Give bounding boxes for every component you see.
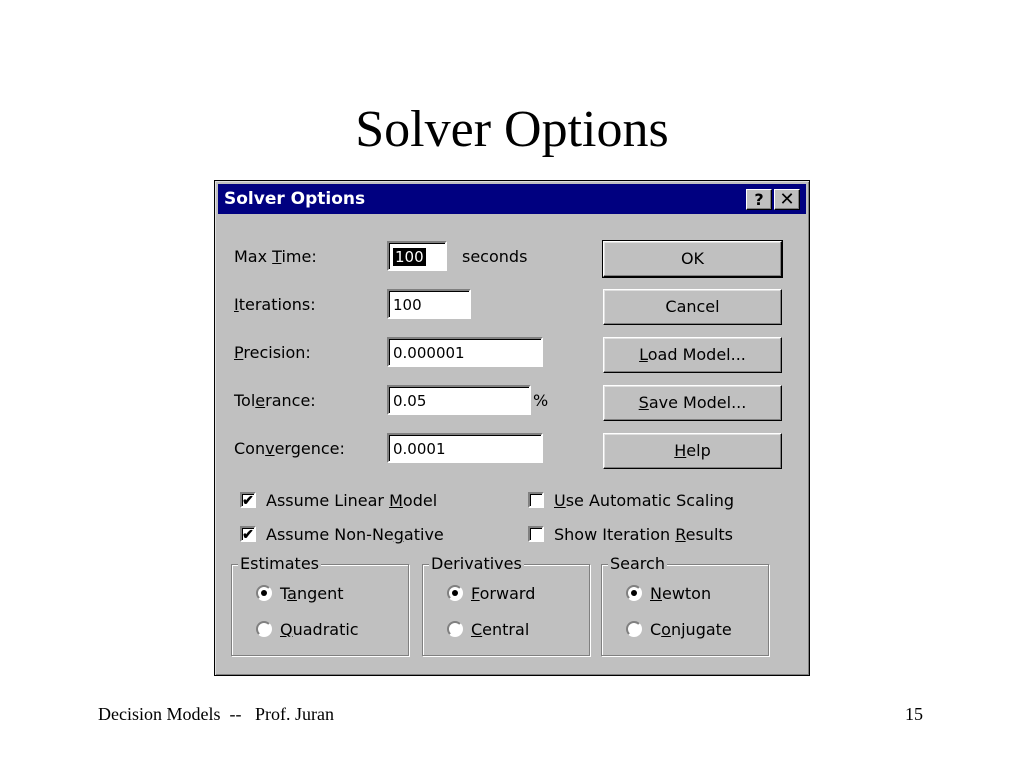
search-legend: Search xyxy=(610,554,665,573)
precision-input[interactable]: 0.000001 xyxy=(387,337,543,367)
convergence-label: Convergence: xyxy=(234,439,345,458)
footer-course: Decision Models -- Prof. Juran xyxy=(98,704,334,724)
assume-linear-model-checkbox[interactable]: ✔ xyxy=(240,492,256,508)
assume-non-negative-checkbox[interactable]: ✔ xyxy=(240,526,256,542)
estimates-group xyxy=(231,554,409,656)
estimates-legend: Estimates xyxy=(240,554,320,573)
central-radio[interactable] xyxy=(447,621,463,637)
load-model-button[interactable]: Load Model... xyxy=(603,337,782,373)
help-icon-button[interactable]: ? xyxy=(746,189,772,210)
precision-label: Precision: xyxy=(234,343,311,362)
tangent-radio[interactable] xyxy=(256,585,272,601)
assume-linear-model-label: Assume Linear Model xyxy=(266,491,438,510)
max-time-label: Max Time: xyxy=(234,247,317,266)
page-number: 15 xyxy=(905,704,923,724)
save-model-button[interactable]: Save Model... xyxy=(603,385,782,421)
iterations-label: Iterations: xyxy=(234,295,316,314)
tangent-label: Tangent xyxy=(280,584,344,603)
show-iteration-results-checkbox[interactable] xyxy=(528,526,544,542)
help-button[interactable]: Help xyxy=(603,433,782,469)
close-icon-button[interactable]: ✕ xyxy=(774,189,800,210)
search-group xyxy=(601,554,769,656)
forward-label: Forward xyxy=(471,584,536,603)
tolerance-unit: % xyxy=(533,391,549,410)
max-time-input[interactable]: 100 xyxy=(387,241,447,271)
cancel-button[interactable]: Cancel xyxy=(603,289,782,325)
newton-label: Newton xyxy=(650,584,712,603)
tolerance-input[interactable]: 0.05 xyxy=(387,385,531,415)
show-iteration-results-label: Show Iteration Results xyxy=(554,525,733,544)
radio-selected-dot xyxy=(261,590,267,596)
slide-title: Solver Options xyxy=(355,101,669,158)
max-time-unit: seconds xyxy=(462,247,528,266)
dialog-titlebar xyxy=(218,184,806,214)
radio-selected-dot xyxy=(631,590,637,596)
newton-radio[interactable] xyxy=(626,585,642,601)
central-label: Central xyxy=(471,620,530,639)
quadratic-radio[interactable] xyxy=(256,621,272,637)
ok-button[interactable]: OK xyxy=(603,241,782,277)
conjugate-radio[interactable] xyxy=(626,621,642,637)
derivatives-group xyxy=(422,554,590,656)
dialog-title: Solver Options xyxy=(224,189,366,209)
iterations-input[interactable]: 100 xyxy=(387,289,471,319)
solver-options-dialog xyxy=(214,180,810,676)
quadratic-label: Quadratic xyxy=(280,620,359,639)
radio-selected-dot xyxy=(452,590,458,596)
conjugate-label: Conjugate xyxy=(650,620,732,639)
use-automatic-scaling-label: Use Automatic Scaling xyxy=(554,491,735,510)
derivatives-legend: Derivatives xyxy=(431,554,522,573)
assume-non-negative-label: Assume Non-Negative xyxy=(266,525,444,544)
use-automatic-scaling-checkbox[interactable] xyxy=(528,492,544,508)
convergence-input[interactable]: 0.0001 xyxy=(387,433,543,463)
tolerance-label: Tolerance: xyxy=(234,391,316,410)
forward-radio[interactable] xyxy=(447,585,463,601)
